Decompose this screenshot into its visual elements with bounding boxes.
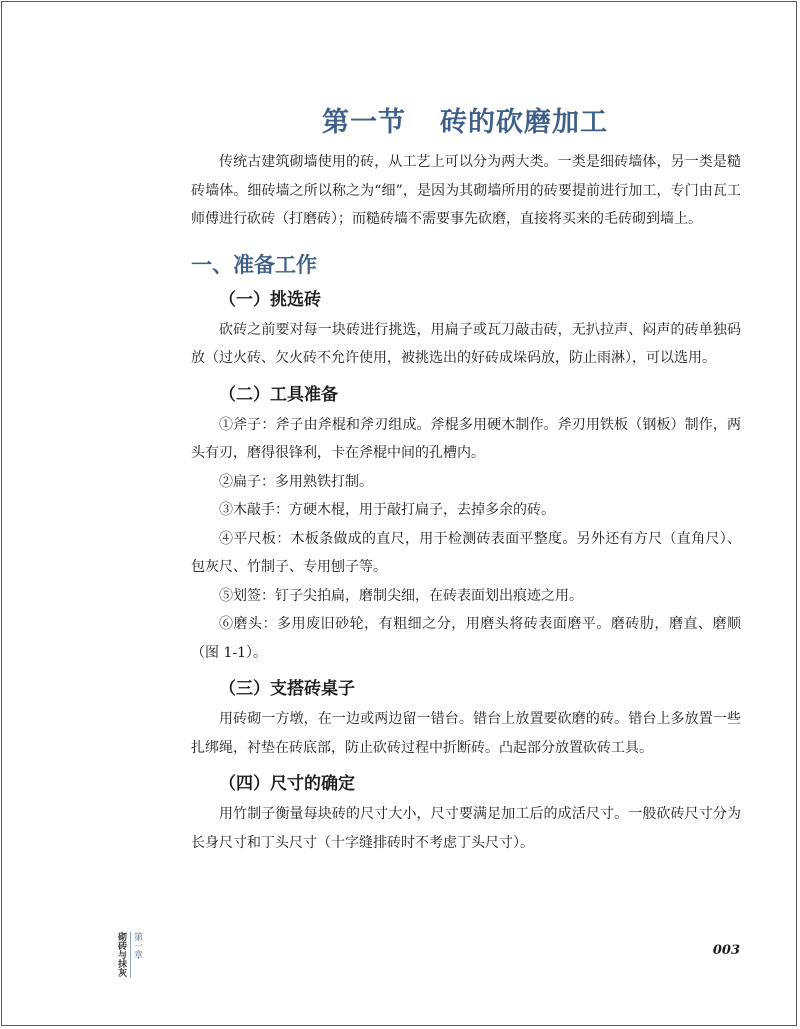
subheading-brick-table: （三）支搭砖桌子 (219, 679, 355, 699)
footer-chapter-label: 第一章 (130, 932, 142, 978)
section-title-text: 砖的砍磨加工 (440, 107, 608, 139)
subheading-select-brick: （一）挑选砖 (219, 289, 321, 310)
tool-item-axe: ①斧子：斧子由斧棍和斧刃组成。斧棍多用硬木制作。斧刃用铁板（钢板）制作，两头有刃，磨得很锋利，卡在斧棍中间的孔槽内。 (191, 416, 741, 461)
intro-paragraph: 传统古建筑砌墙使用的砖，从工艺上可以分为两大类。一类是细砖墙体，另一类是糙砖墙体。细砖墙之所以称之为“细”，是因为其砌墙所用的砖要提前进行加工，专门由瓦工师傅进行砍砖（打磨砖）；而糙砖墙不需要事先砍磨，直接将买来的毛砖砌到墙上。 (191, 154, 741, 227)
dimensions-paragraph: 用竹制子衡量每块砖的尺寸大小，尺寸要满足加工后的成活尺寸。一般砍砖尺寸分为长身尺寸和丁头尺寸（十字缝排砖时不考虑丁头尺寸）。 (191, 806, 741, 851)
select-brick-paragraph: 砍砖之前要对每一块砖进行挑选，用扁子或瓦刀敲击砖，无扒拉声、闷声的砖单独码放（过火砖、欠火砖不允许使用，被挑选出的好砖成垛码放，防止雨淋），可以选用。 (191, 321, 741, 366)
footer-chapter-tab (116, 932, 144, 978)
section-title (0, 100, 800, 139)
tool-item-chisel: ②扁子：多用熟铁打制。 (219, 473, 373, 490)
tool-item-grinder: ⑥磨头：多用废旧砂轮，有粗细之分，用磨头将砖表面磨平。磨砖肋，磨直、磨顺（图 1-1）。 (191, 616, 741, 661)
heading-preparation: 一、准备工作 (191, 252, 317, 277)
brick-table-paragraph: 用砖砌一方墩，在一边或两边留一错台。错台上放置要砍磨的砖。错台上多放置一些扎绑绳，衬垫在砖底部，防止砍砖过程中折断砖。凸起部分放置砍砖工具。 (191, 711, 741, 756)
page-number: 003 (712, 943, 740, 958)
section-label: 第一节 (322, 107, 406, 139)
page-content (191, 148, 741, 857)
tool-item-scriber: ⑤划签：钉子尖拍扁，磨制尖细，在砖表面划出痕迹之用。 (219, 587, 583, 604)
subheading-tools: （二）工具准备 (219, 384, 338, 405)
tool-item-straightedge: ④平尺板：木板条做成的直尺，用于检测砖表面平整度。另外还有方尺（直角尺）、包灰尺、竹制子、专用刨子等。 (191, 530, 741, 575)
subheading-dimensions: （四）尺寸的确定 (219, 774, 355, 794)
footer-book-title: 砌砖与抹灰 (116, 932, 126, 977)
tool-item-mallet: ③木敲手：方硬木棍，用于敲打扁子，去掉多余的砖。 (219, 502, 555, 518)
